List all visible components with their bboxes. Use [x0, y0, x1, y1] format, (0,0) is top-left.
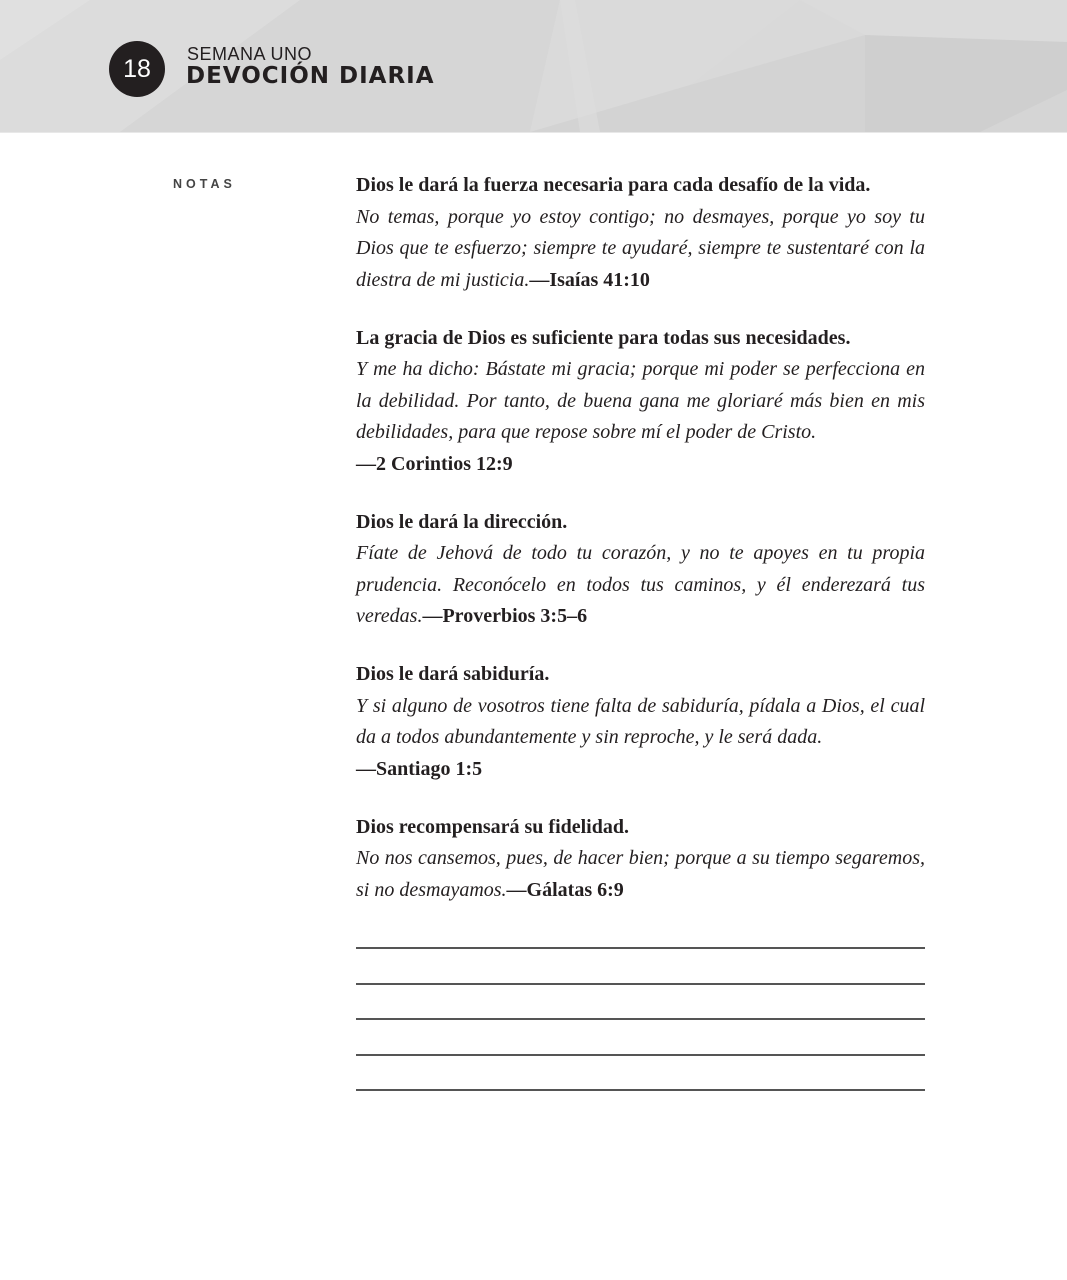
entry-heading: La gracia de Dios es suficiente para todas sus necesidades.: [356, 326, 851, 349]
entry-heading: Dios le dará sabiduría.: [356, 663, 550, 685]
scripture-reference: —2 Corintios 12:9: [356, 452, 513, 475]
devotional-entry: [356, 170, 925, 296]
devotional-content: [356, 170, 925, 933]
notes-line[interactable]: [356, 1089, 925, 1091]
notes-writing-area[interactable]: [356, 947, 925, 1125]
scripture-reference: —Gálatas 6:9: [506, 878, 624, 901]
entry-heading: Dios le dará la fuerza necesaria para cada desafío de la vida.: [356, 174, 871, 196]
devotional-entry: [356, 659, 925, 785]
entry-verse: [356, 843, 925, 906]
notes-sidebar-label: NOTAS: [173, 177, 236, 191]
notes-line[interactable]: [356, 1054, 925, 1056]
notes-line[interactable]: [356, 983, 925, 985]
entry-verse: [356, 538, 925, 633]
notes-line[interactable]: [356, 1018, 925, 1020]
entry-verse: [356, 354, 925, 480]
scripture-reference: —Isaías 41:10: [529, 268, 650, 291]
verse-text: No nos cansemos, pues, de hacer bien; porque a su tiempo segaremos, si no desmayamos.: [356, 847, 925, 901]
page-header: [0, 0, 1067, 133]
scripture-reference: —Proverbios 3:5–6: [422, 605, 588, 627]
page-title: DEVOCIÓN DIARIA: [186, 63, 435, 89]
notes-line[interactable]: [356, 947, 925, 949]
verse-text: Fíate de Jehová de todo tu corazón, y no te apoyes en tu propia prudencia. Reconócelo en todos tus caminos, y él enderezará tus veredas.: [356, 542, 925, 627]
page-number-badge: 18: [109, 41, 165, 97]
devotional-entry: [356, 323, 925, 481]
verse-text: No temas, porque yo estoy contigo; no desmayes, porque yo soy tu Dios que te esfuerzo; siempre te ayudaré, siempre te sustentaré con la diestra de mi justicia.: [356, 205, 925, 291]
week-label: SEMANA UNO: [187, 44, 313, 64]
entry-heading: Dios le dará la dirección.: [356, 510, 568, 533]
verse-text: Y si alguno de vosotros tiene falta de sabiduría, pídala a Dios, el cual da a todos abundantemente y sin reproche, y le será dada.: [356, 694, 925, 748]
entry-verse: [356, 691, 925, 786]
entry-heading: Dios recompensará su fidelidad.: [356, 815, 629, 838]
devotional-entry: [356, 507, 925, 633]
devotional-entry: [356, 812, 925, 907]
verse-text: Y me ha dicho: Bástate mi gracia; porque mi poder se perfecciona en la debilidad. Por tanto, de buena gana me gloriaré más bien en mis debilidades, para que repose sobre mí el poder de Cristo.: [356, 358, 925, 443]
entry-verse: [356, 202, 925, 297]
scripture-reference: —Santiago 1:5: [356, 757, 483, 780]
